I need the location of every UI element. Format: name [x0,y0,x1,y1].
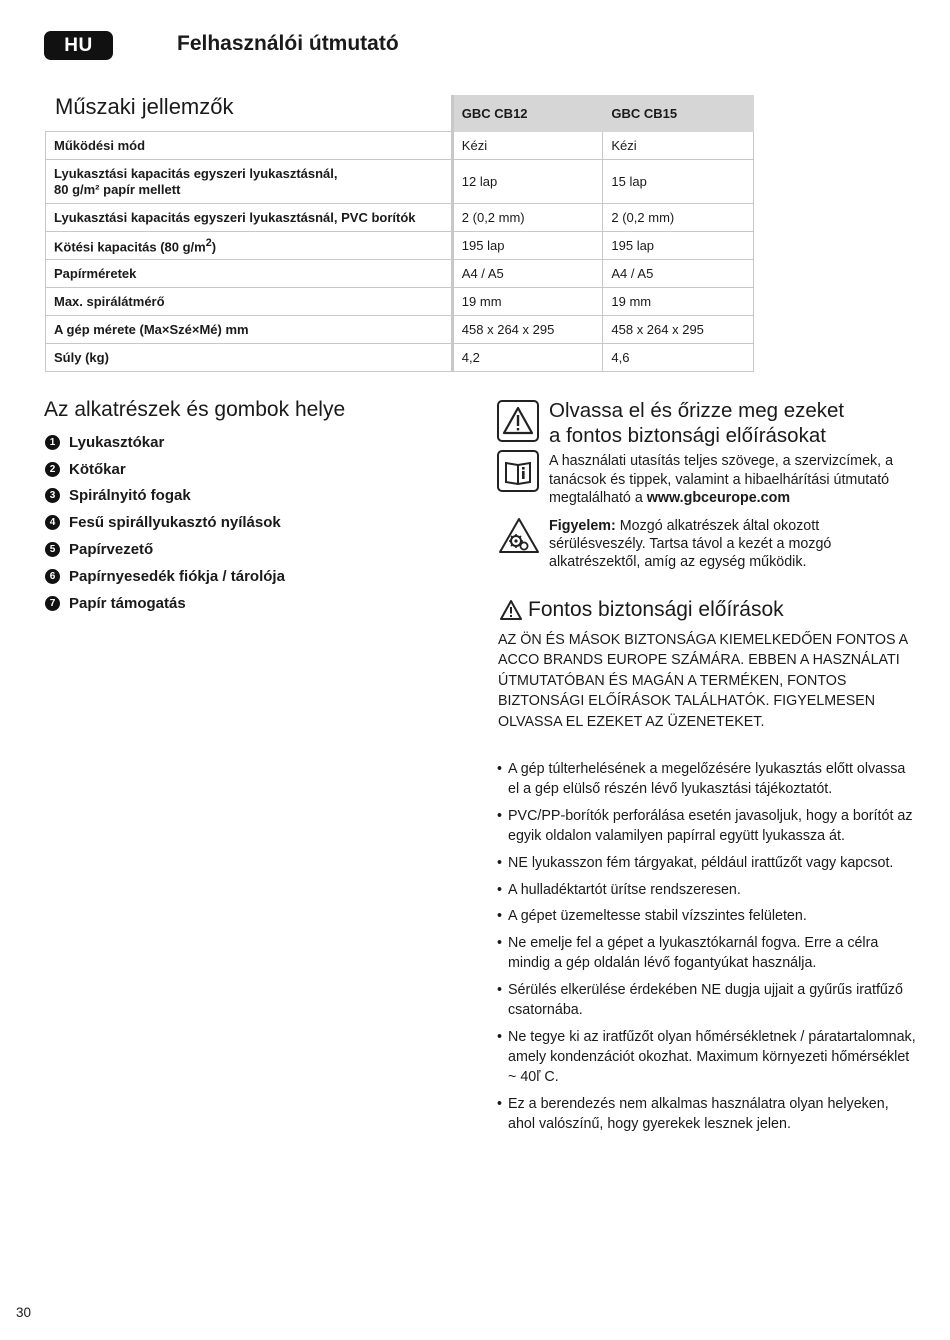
caution-label: Figyelem: [549,518,616,534]
list-item [45,456,285,483]
list-item [45,509,285,536]
spec-label-line: Lyukasztási kapacitás egyszeri lyukasztásnál, [54,165,338,181]
manual-text: A használati utasítás teljes szövege, a szervizcímek, a tanácsok és tippek, valamint a hibaelhárítási útmutató megtalálható a [549,453,894,506]
heading-line: Olvassa el és őrizze meg ezeket [549,399,845,422]
specs-table [45,95,754,372]
website-link[interactable]: www.gbceurope.com [646,490,791,506]
spec-value-cb12: Kézi [452,132,603,160]
list-item: • A gép túlterhelésének a megelőzésére lyukasztás előtt olvassa el a gép elülső részén lévő lyukasztási tájékoztatót. [497,759,917,799]
spec-label-line: 80 g/m² papír mellett [54,181,181,197]
table-row [46,288,754,316]
part-label: Spirálnyitó fogak [69,487,191,505]
list-item: • Ne tegye ki az iratfűzőt olyan hőmérsékletnek / páratartalomnak, amely kondenzációt okozhat. Maximum környezeti hőmérséklet ~ 40ľ C. [497,1027,917,1088]
spec-label: Max. spirálátmérő [46,288,453,316]
read-and-keep-heading [549,398,844,448]
specs-title: Műszaki jellemzők [55,94,234,119]
table-row [46,160,754,204]
list-item [45,590,285,617]
list-item [45,536,285,563]
spec-value-cb12: 458 x 264 x 295 [452,316,603,344]
table-row [46,232,754,260]
caution-info [549,517,909,571]
spec-label: A gép mérete (Ma×Szé×Mé) mm [46,316,453,344]
heading-line: a fontos biztonsági előírásokat [549,424,826,447]
language-badge: HU [44,31,113,60]
spec-value-cb12: 4,2 [452,344,603,372]
number-bullet: 2 [45,462,60,477]
list-item: • Ne emelje fel a gépet a lyukasztókarnál fogva. Erre a célra mindig a gép oldalán lévő fogantyúkat használja. [497,933,917,973]
list-item [45,429,285,456]
spec-value-cb15: 195 lap [603,232,754,260]
part-label: Papírnyesedék fiókja / tárolója [69,567,285,585]
page-number: 30 [16,1305,32,1320]
page-title: Felhasználói útmutató [177,32,399,55]
spec-label: Papírméretek [46,260,453,288]
list-item: • A gépet üzemeltesse stabil vízszintes felületen. [497,906,917,926]
spec-label: Lyukasztási kapacitás egyszeri lyukasztásnál, PVC borítók [46,204,453,232]
spec-value-cb15: 15 lap [603,160,754,204]
spec-value-cb12: 195 lap [452,232,603,260]
spec-value-cb15: 4,6 [603,344,754,372]
spec-label-end: ) [211,239,217,255]
table-row [46,204,754,232]
safety-title-text: Fontos biztonsági előírások [528,598,784,621]
list-item: • NE lyukasszon fém tárgyakat, például irattűzőt vagy kapcsot. [497,853,917,873]
safety-title [499,598,784,622]
table-row [46,260,754,288]
warning-triangle-icon [497,400,539,442]
safety-rules-list [497,759,917,1141]
list-item: • A hulladéktartót ürítse rendszeresen. [497,880,917,900]
number-bullet: 1 [45,435,60,450]
number-bullet: 4 [45,515,60,530]
manual-book-icon [497,450,539,492]
spec-label: Működési mód [46,132,453,160]
number-bullet: 7 [45,596,60,611]
specs-col-cb15: GBC CB15 [603,96,754,132]
spec-value-cb12: 2 (0,2 mm) [452,204,603,232]
part-label: Kötőkar [69,460,126,478]
parts-list [45,429,285,617]
list-item [45,483,285,510]
list-item: • PVC/PP-borítók perforálása esetén javasoljuk, hogy a borítót az egyik oldalon valamilyen papírral együtt lyukassza át. [497,806,917,846]
list-item [45,563,285,590]
spec-value-cb12: 12 lap [452,160,603,204]
spec-value-cb15: 458 x 264 x 295 [603,316,754,344]
spec-value-cb15: Kézi [603,132,754,160]
number-bullet: 6 [45,569,60,584]
table-row [46,132,754,160]
spec-label: Súly (kg) [46,344,453,372]
list-item: • Sérülés elkerülése érdekében NE dugja ujjait a gyűrűs iratfűző csatornába. [497,980,917,1020]
spec-value-cb12: 19 mm [452,288,603,316]
caution-text: Mozgó alkatrészek által okozott sérülésveszély. Tartsa távol a kezét a mozgó alkatrészektől, amíg az egység működik. [549,518,832,570]
list-item: • Ez a berendezés nem alkalmas használatra olyan helyeken, ahol valószínű, hogy gyerekek lesznek jelen. [497,1094,917,1134]
spec-value-cb15: A4 / A5 [603,260,754,288]
spec-value-cb12: A4 / A5 [452,260,603,288]
spec-label-text: Kötési kapacitás (80 g/m [54,239,206,255]
number-bullet: 5 [45,542,60,557]
number-bullet: 3 [45,488,60,503]
table-row [46,344,754,372]
spec-label-sup: 2 [205,237,212,250]
spec-value-cb15: 2 (0,2 mm) [603,204,754,232]
warning-icon [499,599,523,621]
specs-col-cb12: GBC CB12 [452,96,603,132]
manual-info-text [549,452,929,508]
parts-title: Az alkatrészek és gombok helye [44,398,346,421]
safety-intro: AZ ÖN ÉS MÁSOK BIZTONSÁGA KIEMELKEDŐEN FONTOS A ACCO BRANDS EUROPE SZÁMÁRA. EBBEN A HASZNÁLATI ÚTMUTATÓBAN ÉS MAGÁN A TERMÉKEN, FONTOS BIZTONSÁGI ELŐÍRÁSOK TALÁLHATÓK. FIGYELMESEN OLVASSA EL EZEKET AZ ÜZENETEKET. [498,632,908,730]
part-label: Papírvezető [69,541,154,559]
spec-label [46,232,453,260]
moving-parts-warning-icon [497,516,541,556]
spec-label [46,160,453,204]
table-row [46,316,754,344]
spec-value-cb15: 19 mm [603,288,754,316]
part-label: Lyukasztókar [69,433,165,451]
part-label: Papír támogatás [69,594,186,612]
part-label: Fesű spirállyukasztó nyílások [69,514,281,532]
